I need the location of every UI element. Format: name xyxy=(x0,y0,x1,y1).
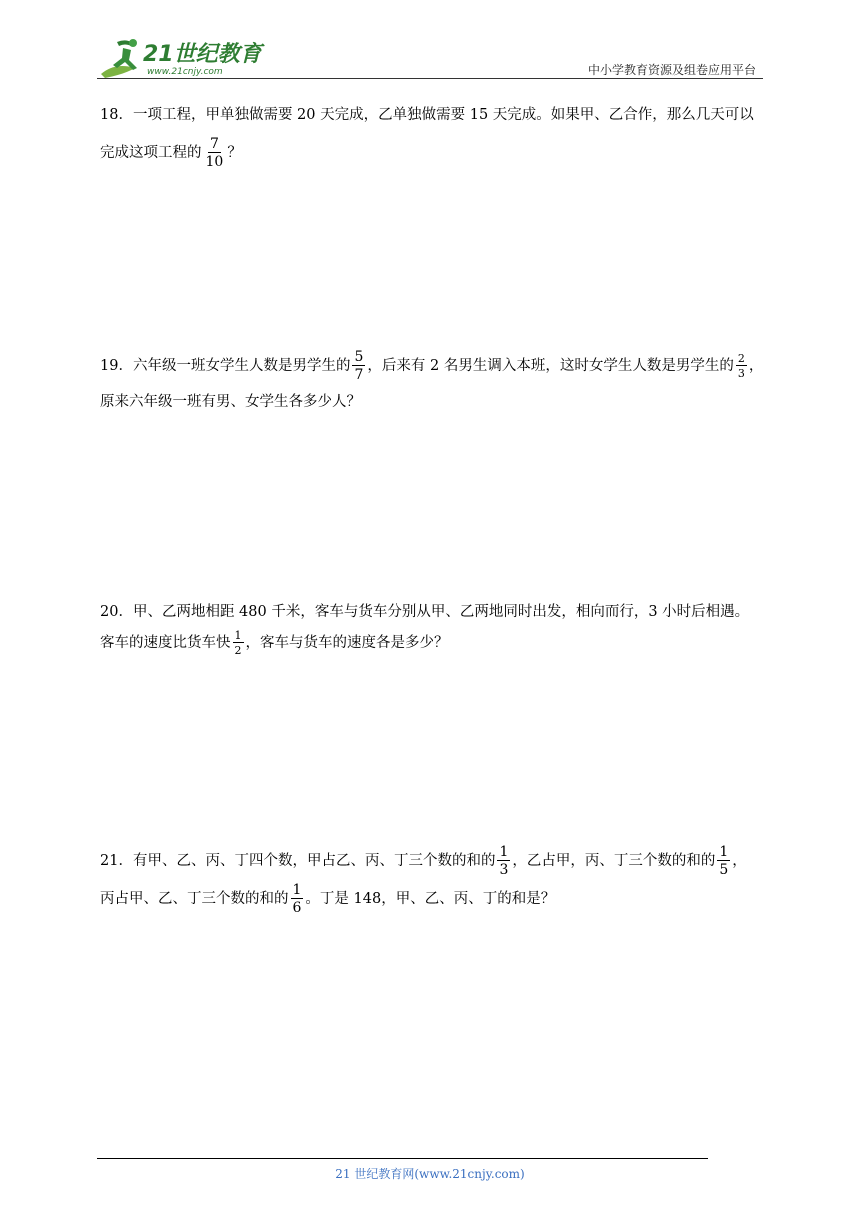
question-text: 完成这项工程的 xyxy=(100,145,202,161)
fraction-numerator: 1 xyxy=(292,882,302,898)
footer-link[interactable]: 21 世纪教育网(www.21cnjy.com) xyxy=(335,1167,525,1181)
question-line xyxy=(100,883,765,915)
question-line xyxy=(100,350,765,382)
question-text: 19．六年级一班女学生人数是男学生的 xyxy=(100,358,351,374)
fraction xyxy=(497,845,510,877)
fraction xyxy=(352,350,365,382)
question-21 xyxy=(100,845,765,915)
fraction-denominator: 3 xyxy=(737,367,745,380)
question-text: 20．甲、乙两地相距 480 千米，客车与货车分别从甲、乙两地同时出发，相向而行，3 小时后相遇。 xyxy=(100,604,750,620)
question-text: 18．一项工程，甲单独做需要 20 天完成，乙单独做需要 15 天完成。如果甲、乙合作，那么几天可以 xyxy=(100,107,754,123)
question-text: 客车的速度比货车快 xyxy=(100,635,231,651)
fraction-numerator: 2 xyxy=(737,352,745,365)
question-text: ， xyxy=(732,853,747,869)
question-line xyxy=(100,392,765,412)
fraction-numerator: 7 xyxy=(209,136,219,152)
fraction-denominator: 7 xyxy=(354,367,364,383)
fraction-denominator: 2 xyxy=(234,644,242,657)
question-line xyxy=(100,602,765,622)
question-18 xyxy=(100,105,765,169)
question-text: 丙占甲、乙、丁三个数的和的 xyxy=(100,891,289,907)
logo-runner-icon xyxy=(95,34,265,80)
fraction-denominator: 10 xyxy=(205,154,224,170)
question-text: 原来六年级一班有男、女学生各多少人？ xyxy=(100,394,361,410)
header-divider xyxy=(97,78,763,79)
question-text: ， xyxy=(748,358,764,374)
fraction xyxy=(204,137,226,169)
svg-text:21世纪教育: 21世纪教育 xyxy=(143,42,262,67)
logo xyxy=(95,34,265,80)
question-text: ？ xyxy=(227,145,242,161)
fraction-numerator: 1 xyxy=(719,844,729,860)
question-text: 21．有甲、乙、丙、丁四个数，甲占乙、丙、丁三个数的和的 xyxy=(100,853,496,869)
question-19 xyxy=(100,350,765,412)
fraction-numerator: 1 xyxy=(234,629,242,642)
header-platform-text: 中小学教育资源及组卷应用平台 xyxy=(587,63,756,77)
question-20 xyxy=(100,602,765,656)
question-line xyxy=(100,137,765,169)
fraction-numerator: 5 xyxy=(354,349,364,365)
fraction xyxy=(291,883,304,915)
question-text: ，乙占甲，丙、丁三个数的和的 xyxy=(512,853,716,869)
fraction-numerator: 1 xyxy=(499,844,509,860)
fraction-denominator: 5 xyxy=(719,862,729,878)
question-text: ，客车与货车的速度各是多少？ xyxy=(245,635,449,651)
svg-text:www.21cnjy.com: www.21cnjy.com xyxy=(147,67,223,77)
question-text: ，后来有 2 名男生调入本班，这时女学生人数是男学生的 xyxy=(367,358,734,374)
fraction-denominator: 6 xyxy=(292,900,302,916)
fraction xyxy=(736,353,747,379)
footer-divider xyxy=(97,1158,708,1159)
fraction-denominator: 3 xyxy=(499,862,509,878)
question-line xyxy=(100,845,765,877)
question-line xyxy=(100,105,765,125)
question-line xyxy=(100,630,765,656)
fraction xyxy=(717,845,730,877)
question-text: 。丁是 148，甲、乙、丙、丁的和是？ xyxy=(305,891,556,907)
fraction xyxy=(233,630,244,656)
